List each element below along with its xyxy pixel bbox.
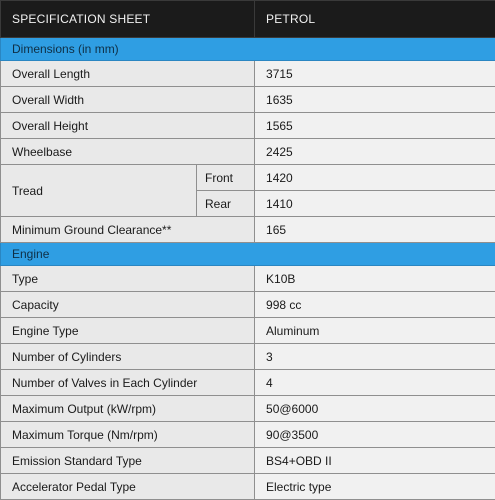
row-value: 165 (255, 217, 495, 243)
row-label: Wheelbase (1, 139, 255, 165)
table-row (1, 318, 495, 344)
tread-rear-value: 1410 (255, 191, 495, 217)
row-value: BS4+OBD II (255, 448, 495, 474)
section-row-dimensions (1, 38, 495, 61)
table-row (1, 396, 495, 422)
tread-rear-label: Rear (197, 191, 255, 217)
table-row (1, 266, 495, 292)
row-value: 1635 (255, 87, 495, 113)
row-label: Capacity (1, 292, 255, 318)
header-row (1, 1, 495, 38)
row-label: Type (1, 266, 255, 292)
table-row (1, 448, 495, 474)
row-value: 998 cc (255, 292, 495, 318)
row-label: Maximum Torque (Nm/rpm) (1, 422, 255, 448)
table-row (1, 113, 495, 139)
row-label: Number of Cylinders (1, 344, 255, 370)
row-label: Overall Length (1, 61, 255, 87)
table-row (1, 292, 495, 318)
row-label: Engine Type (1, 318, 255, 344)
row-value: 3715 (255, 61, 495, 87)
table-row (1, 139, 495, 165)
row-value: 50@6000 (255, 396, 495, 422)
table-row (1, 370, 495, 396)
row-label: Accelerator Pedal Type (1, 474, 255, 500)
row-value: 1565 (255, 113, 495, 139)
section-row-engine (1, 243, 495, 266)
row-value: 3 (255, 344, 495, 370)
table-row (1, 422, 495, 448)
row-value: Aluminum (255, 318, 495, 344)
table-row (1, 165, 495, 191)
table-row (1, 87, 495, 113)
table-row (1, 474, 495, 500)
tread-front-value: 1420 (255, 165, 495, 191)
row-label: Number of Valves in Each Cylinder (1, 370, 255, 396)
header-variant: PETROL (255, 1, 495, 38)
section-label-dimensions: Dimensions (in mm) (1, 38, 495, 61)
row-value: 4 (255, 370, 495, 396)
row-label: Emission Standard Type (1, 448, 255, 474)
row-value: Electric type (255, 474, 495, 500)
row-label: Minimum Ground Clearance** (1, 217, 255, 243)
row-value: 90@3500 (255, 422, 495, 448)
table-row (1, 61, 495, 87)
row-label: Overall Height (1, 113, 255, 139)
row-value: 2425 (255, 139, 495, 165)
table-row (1, 217, 495, 243)
row-label-tread: Tread (1, 165, 197, 217)
tread-front-label: Front (197, 165, 255, 191)
section-label-engine: Engine (1, 243, 495, 266)
header-title: SPECIFICATION SHEET (1, 1, 255, 38)
row-label: Overall Width (1, 87, 255, 113)
row-value: K10B (255, 266, 495, 292)
table-row (1, 344, 495, 370)
row-label: Maximum Output (kW/rpm) (1, 396, 255, 422)
